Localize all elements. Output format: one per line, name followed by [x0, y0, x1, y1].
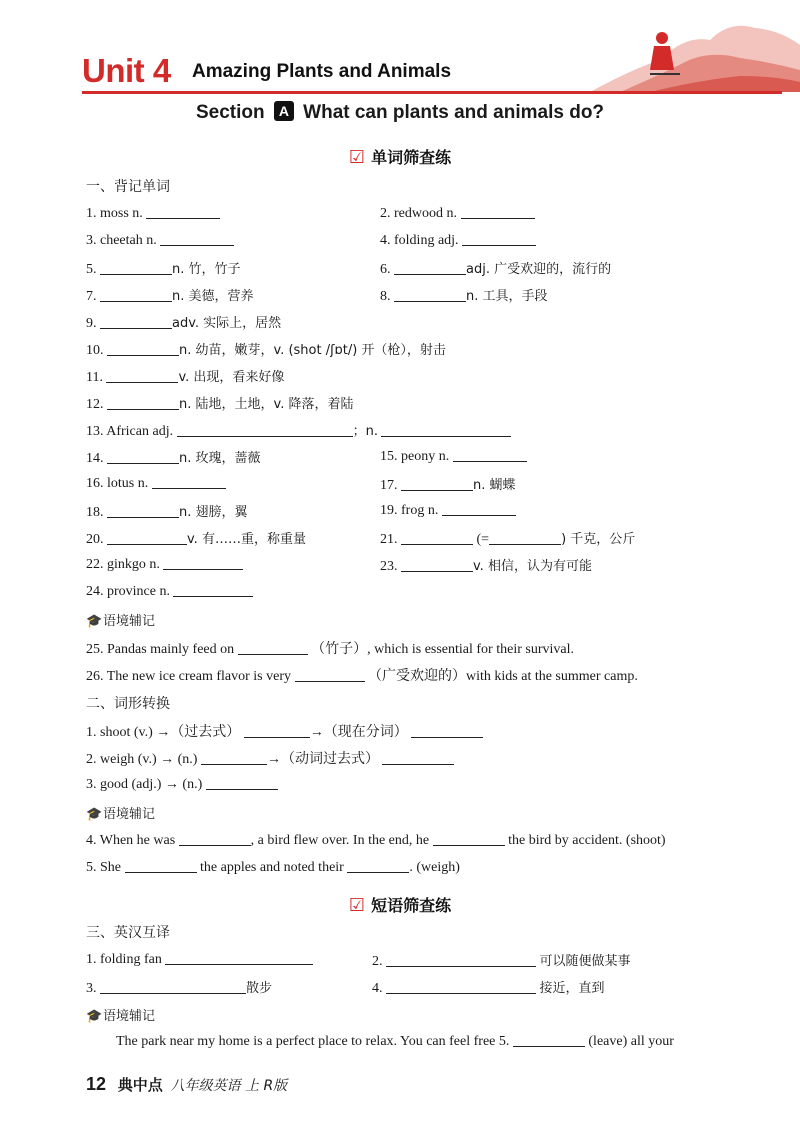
subheading-words: ☑ 单词筛查练	[348, 147, 452, 168]
page-footer	[86, 1074, 287, 1095]
word-item-3: 3. cheetah n.	[86, 231, 234, 249]
subheading-phrases: ☑ 短语筛查练	[348, 895, 452, 916]
answer-blank[interactable]	[107, 341, 179, 356]
answer-blank[interactable]	[173, 582, 253, 597]
word-form-2: 2. weigh (v.) → (n.) →（动词过去式）	[86, 748, 454, 768]
checkbox-icon: ☑	[348, 147, 366, 168]
phrase-item-1: 1. folding fan	[86, 950, 313, 968]
word-item-16: 16. lotus n.	[86, 474, 226, 492]
answer-blank[interactable]	[462, 231, 536, 246]
word-item-4: 4. folding adj.	[380, 231, 536, 249]
answer-blank[interactable]	[206, 775, 278, 790]
word-item-17: 17. n. 蝴蝶	[380, 478, 516, 493]
phrase-item-2: 2. 可以随便做某事	[372, 954, 631, 969]
context-label: 🎓语境辅记	[86, 614, 156, 629]
word-item-12: 12. n. 陆地，土地，v. 降落，着陆	[86, 397, 354, 412]
answer-blank[interactable]	[179, 831, 251, 846]
word-item-5: 5. n. 竹，竹子	[86, 262, 241, 277]
answer-blank[interactable]	[146, 204, 220, 219]
word-item-8: 8. n. 工具，手段	[380, 289, 548, 304]
word-item-1: 1. moss n.	[86, 204, 220, 222]
graduation-cap-icon: 🎓	[86, 614, 103, 629]
answer-blank[interactable]	[489, 530, 561, 545]
word-item-20: 20. v. 有……重，称重量	[86, 532, 306, 547]
answer-blank[interactable]	[177, 422, 353, 437]
section-badge: A	[274, 101, 294, 121]
answer-blank[interactable]	[100, 979, 246, 994]
phrase-item-4: 4. 接近，直到	[372, 981, 605, 996]
unit-title: Amazing Plants and Animals	[192, 61, 452, 82]
answer-blank[interactable]	[238, 640, 308, 655]
part3-heading: 三、英汉互译	[86, 925, 170, 941]
answer-blank[interactable]	[125, 858, 197, 873]
answer-blank[interactable]	[381, 422, 511, 437]
word-item-19: 19. frog n.	[380, 501, 516, 519]
word-item-18: 18. n. 翅膀，翼	[86, 505, 248, 520]
answer-blank[interactable]	[100, 260, 172, 275]
answer-blank[interactable]	[107, 503, 179, 518]
answer-blank[interactable]	[433, 831, 505, 846]
word-item-15: 15. peony n.	[380, 447, 527, 465]
word-form-3: 3. good (adj.) → (n.)	[86, 775, 278, 793]
answer-blank[interactable]	[163, 555, 243, 570]
word-item-2: 2. redwood n.	[380, 204, 535, 222]
answer-blank[interactable]	[152, 474, 226, 489]
answer-blank[interactable]	[160, 231, 234, 246]
answer-blank[interactable]	[513, 1032, 585, 1047]
answer-blank[interactable]	[386, 979, 536, 994]
answer-blank[interactable]	[382, 750, 454, 765]
answer-blank[interactable]	[442, 501, 516, 516]
answer-blank[interactable]	[347, 858, 409, 873]
book-description: 八年级英语 上 R版	[170, 1078, 288, 1094]
answer-blank[interactable]	[401, 476, 473, 491]
answer-blank[interactable]	[411, 723, 483, 738]
checkbox-icon: ☑	[348, 895, 366, 916]
answer-blank[interactable]	[401, 530, 473, 545]
answer-blank[interactable]	[107, 395, 179, 410]
word-item-11: 11. v. 出现，看来好像	[86, 370, 285, 385]
context-label: 🎓语境辅记	[86, 807, 156, 822]
word-item-10: 10. n. 幼苗，嫩芽，v. (shot /ʃɒt/) 开（枪），射击	[86, 343, 446, 358]
word-item-21: 21. (= ) 千克，公斤	[380, 532, 636, 547]
answer-blank[interactable]	[461, 204, 535, 219]
section-heading: What can plants and animals do?	[303, 102, 605, 123]
header-divider	[82, 91, 782, 94]
answer-blank[interactable]	[165, 950, 313, 965]
answer-blank[interactable]	[201, 750, 267, 765]
answer-blank[interactable]	[107, 449, 179, 464]
sentence-4: 4. When he was , a bird flew over. In the end, he the bird by accident. (shoot)	[86, 833, 666, 848]
answer-blank[interactable]	[386, 952, 536, 967]
passage-line: The park near my home is a perfect place to relax. You can feel free 5. (leave) all your	[116, 1034, 674, 1049]
word-item-6: 6. adj. 广受欢迎的，流行的	[380, 262, 612, 277]
section-prefix: Section	[195, 102, 265, 123]
answer-blank[interactable]	[244, 723, 310, 738]
word-item-13: 13. African adj. ；n.	[86, 420, 511, 440]
sentence-5: 5. She the apples and noted their . (weigh)	[86, 860, 460, 875]
page-number: 12	[86, 1074, 107, 1094]
section-title	[0, 101, 800, 124]
part1-heading: 一、背记单词	[86, 179, 170, 195]
sentence-25: 25. Pandas mainly feed on （竹子）, which is essential for their survival.	[86, 642, 574, 657]
mountain-illustration	[590, 0, 800, 100]
answer-blank[interactable]	[100, 314, 172, 329]
answer-blank[interactable]	[106, 368, 178, 383]
word-form-1: 1. shoot (v.) →（过去式） →（现在分词）	[86, 721, 483, 741]
context-label: 🎓语境辅记	[86, 1009, 156, 1024]
answer-blank[interactable]	[100, 287, 172, 302]
answer-blank[interactable]	[295, 667, 365, 682]
sentence-26: 26. The new ice cream flavor is very （广受欢迎的）with kids at the summer camp.	[86, 669, 638, 684]
unit-number: Unit 4	[82, 52, 171, 89]
answer-blank[interactable]	[394, 260, 466, 275]
answer-blank[interactable]	[394, 287, 466, 302]
word-item-24: 24. province n.	[86, 582, 253, 600]
word-item-22: 22. ginkgo n.	[86, 555, 243, 573]
answer-blank[interactable]	[107, 530, 187, 545]
part2-heading: 二、词形转换	[86, 696, 170, 712]
word-item-9: 9. adv. 实际上，居然	[86, 316, 282, 331]
answer-blank[interactable]	[453, 447, 527, 462]
graduation-cap-icon: 🎓	[86, 807, 103, 822]
phrase-item-3: 3. 散步	[86, 981, 273, 996]
page-header	[0, 0, 800, 100]
answer-blank[interactable]	[401, 557, 473, 572]
brand-logo: 典中点	[117, 1076, 163, 1094]
word-item-14: 14. n. 玫瑰，蔷薇	[86, 451, 261, 466]
word-item-7: 7. n. 美德，营养	[86, 289, 254, 304]
word-item-23: 23. v. 相信，认为有可能	[380, 559, 592, 574]
graduation-cap-icon: 🎓	[86, 1009, 103, 1024]
